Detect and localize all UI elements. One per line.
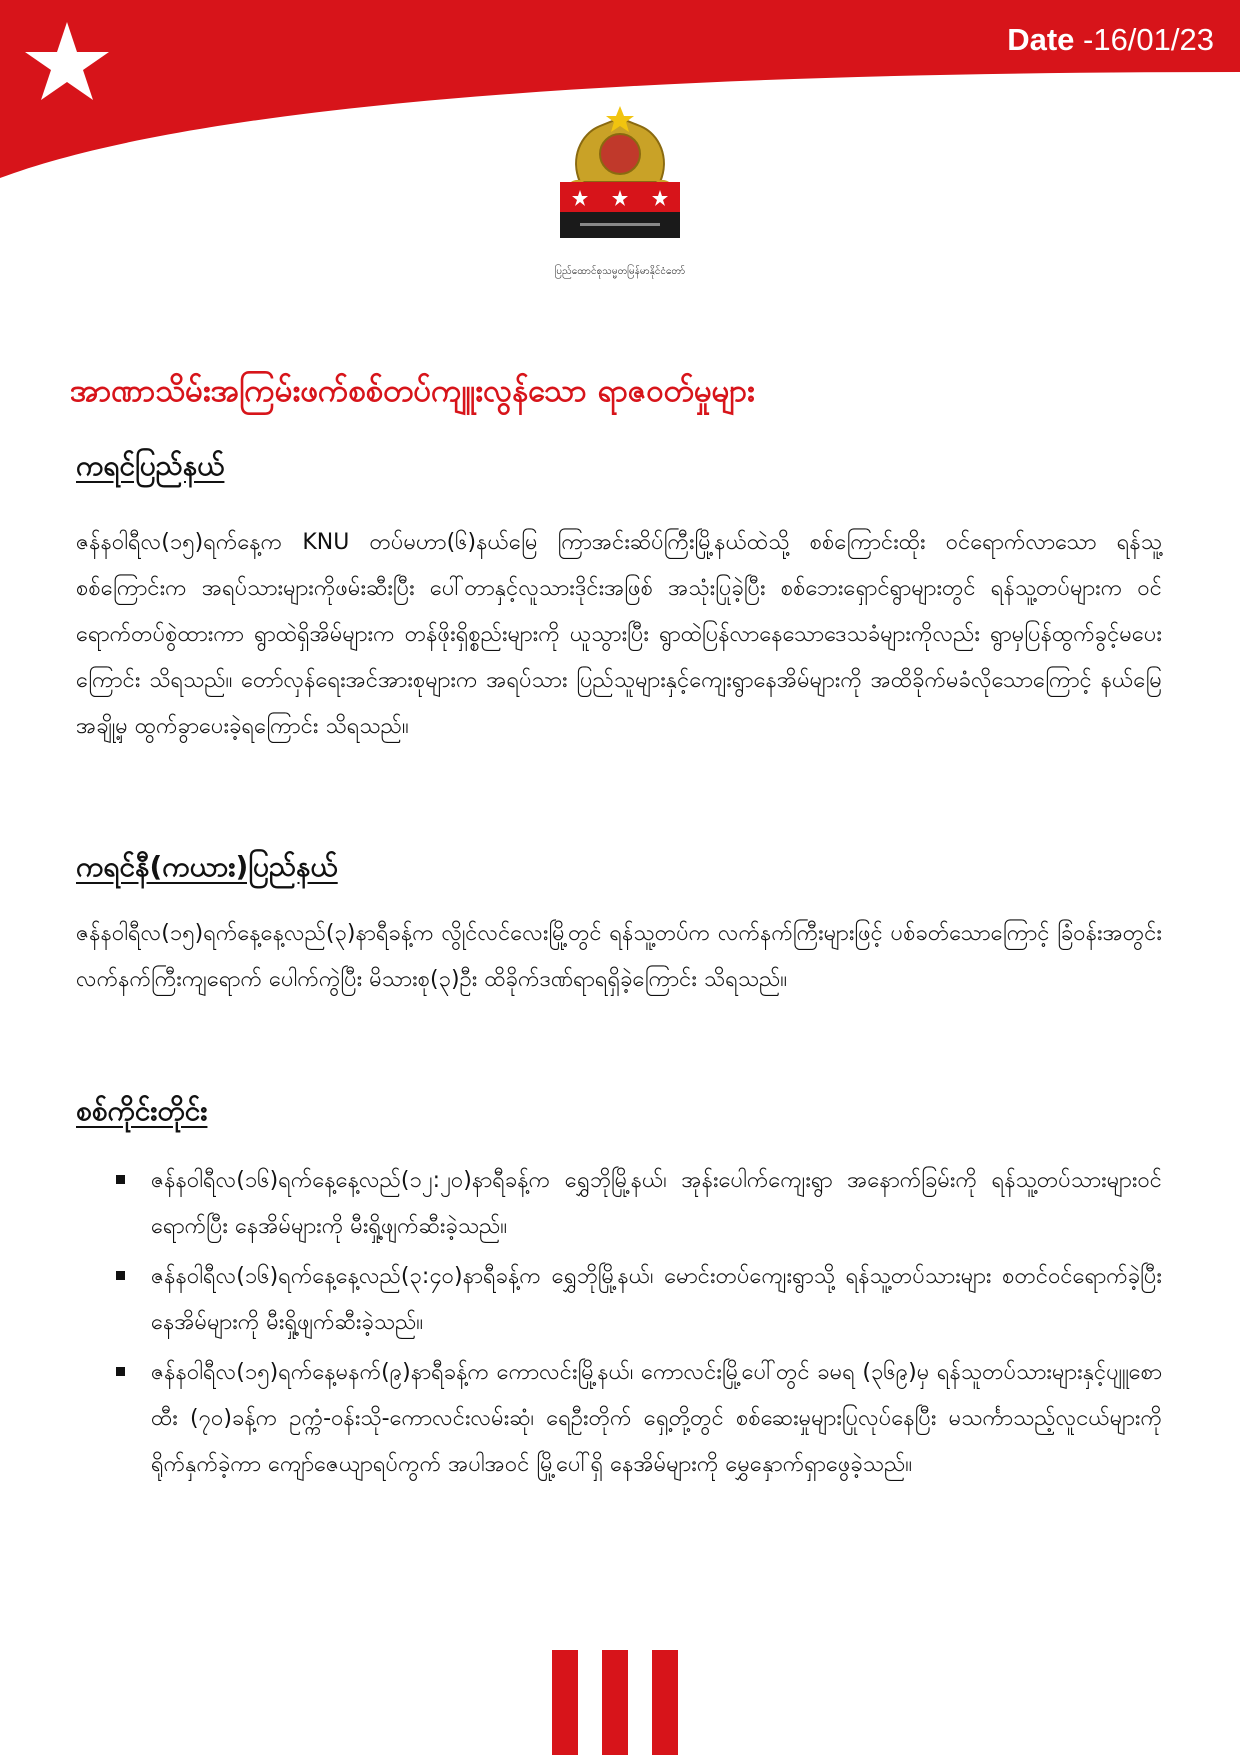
section-heading-karen: ကရင်ပြည်နယ် [76, 449, 225, 482]
bullet-square-icon [116, 1175, 125, 1184]
emblem-caption: ပြည်ထောင်စုသမ္မတမြန်မာနိုင်ငံတော် [554, 266, 686, 277]
section-heading-sagaing: စစ်ကိုင်းတိုင်း [76, 1094, 208, 1127]
date-line [1007, 22, 1214, 58]
footer-stripes-icon [552, 1650, 678, 1755]
document-title: အာဏာသိမ်းအကြမ်းဖက်စစ်တပ်ကျူးလွန်သော ရာဇဝတ်မှုများ [70, 373, 755, 409]
state-emblem-icon [560, 104, 680, 284]
bullet-square-icon [116, 1367, 125, 1376]
list-item-text: ဇန်နဝါရီလ(၁၅)ရက်နေ့မနက်(၉)နာရီခန့်က ကောလင်းမြို့နယ်၊ ကောလင်းမြို့ပေါ်တွင် ခမရ (၃၆၉)မှ ရန်သူတပ်သားများနှင့်ပျူစောထီး (၇၀)ခန့်က ဥက္ကံ-ဝန်းသို-ကောလင်းလမ်းဆုံ၊ ရေဦးတိုက် ရှေ့တို့တွင် စစ်ဆေးမှုများပြုလုပ်နေပြီး မသင်္ကာသည့်လူငယ်များကို ရိုက်နှက်ခဲ့ကာ ကျော်ဇေယျာရပ်ကွက် အပါအဝင် မြို့ပေါ်ရှိ နေအိမ်များကို မွှေနှောက်ရှာဖွေခဲ့သည်။ [151, 1360, 1162, 1477]
list-item [76, 1350, 1162, 1488]
list-item-text: ဇန်နဝါရီလ(၁၆)ရက်နေ့နေ့လည်(၃:၄၀)နာရီခန့်က ရွှေဘိုမြို့နယ်၊ မောင်းတပ်ကျေးရွာသို့ ရန်သူ့တပ်သားများ စတင်ဝင်ရောက်ခဲ့ပြီး နေအိမ်များကို မီးရှို့ဖျက်ဆီးခဲ့သည်။ [151, 1264, 1162, 1335]
sagaing-bullet-list [76, 1158, 1162, 1492]
date-label: Date [1007, 22, 1075, 57]
section-paragraph-karen: ဇန်နဝါရီလ(၁၅)ရက်နေ့က KNU တပ်မဟာ(၆)နယ်မြေ ကြာအင်းဆိပ်ကြီးမြို့နယ်ထဲသို့ စစ်ကြောင်းထိုး ဝင်ရောက်လာသော ရန်သူ့စစ်ကြောင်းက အရပ်သားများကိုဖမ်းဆီးပြီး ပေါ်တာနှင့်လူသားဒိုင်းအဖြစ် အသုံးပြုခဲ့ပြီး စစ်ဘေးရှောင်ရွာများတွင် ရန်သူ့တပ်များက ဝင်ရောက်တပ်စွဲထားကာ ရွာထဲရှိအိမ်များက တန်ဖိုးရှိစ္စည်းများကို ယူသွားပြီး ရွာထဲပြန်လာနေသောဒေသခံများကိုလည်း ရွာမှပြန်ထွက်ခွင့်မပေးကြောင်း သိရသည်။ တော်လှန်ရေးအင်အားစုများက အရပ်သား ပြည်သူများနှင့်ကျေးရွာနေအိမ်များကို အထိခိုက်မခံလိုသောကြောင့် နယ်မြေအချို့မှ ထွက်ခွာပေးခဲ့ရကြောင်း သိရသည်။ [76, 530, 1162, 739]
bullet-square-icon [116, 1271, 125, 1280]
section-paragraph-karenni: ဇန်နဝါရီလ(၁၅)ရက်နေ့နေ့လည်(၃)နာရီခန့်က လွိုင်လင်လေးမြို့တွင် ရန်သူ့တပ်က လက်နက်ကြီးများဖြင့် ပစ်ခတ်သောကြောင့် ခြံဝန်းအတွင်း လက်နက်ကြီးကျရောက် ပေါက်ကွဲပြီး မိသားစု(၃)ဦး ထိခိုက်ဒဏ်ရာရရှိခဲ့ကြောင်း သိရသည်။ [76, 921, 1162, 992]
date-value: -16/01/23 [1074, 22, 1214, 57]
list-item [76, 1158, 1162, 1250]
list-item [76, 1254, 1162, 1346]
list-item-text: ဇန်နဝါရီလ(၁၆)ရက်နေ့နေ့လည်(၁၂:၂၀)နာရီခန့်က ရွှေဘိုမြို့နယ်၊ အုန်းပေါက်ကျေးရွာ အနောက်ခြမ်းကို ရန်သူ့တပ်သားများဝင်ရောက်ပြီး နေအိမ်များကို မီးရှို့ဖျက်ဆီးခဲ့သည်။ [151, 1168, 1162, 1239]
section-heading-karenni: ကရင်နီ(ကယား)ပြည်နယ် [76, 850, 338, 883]
